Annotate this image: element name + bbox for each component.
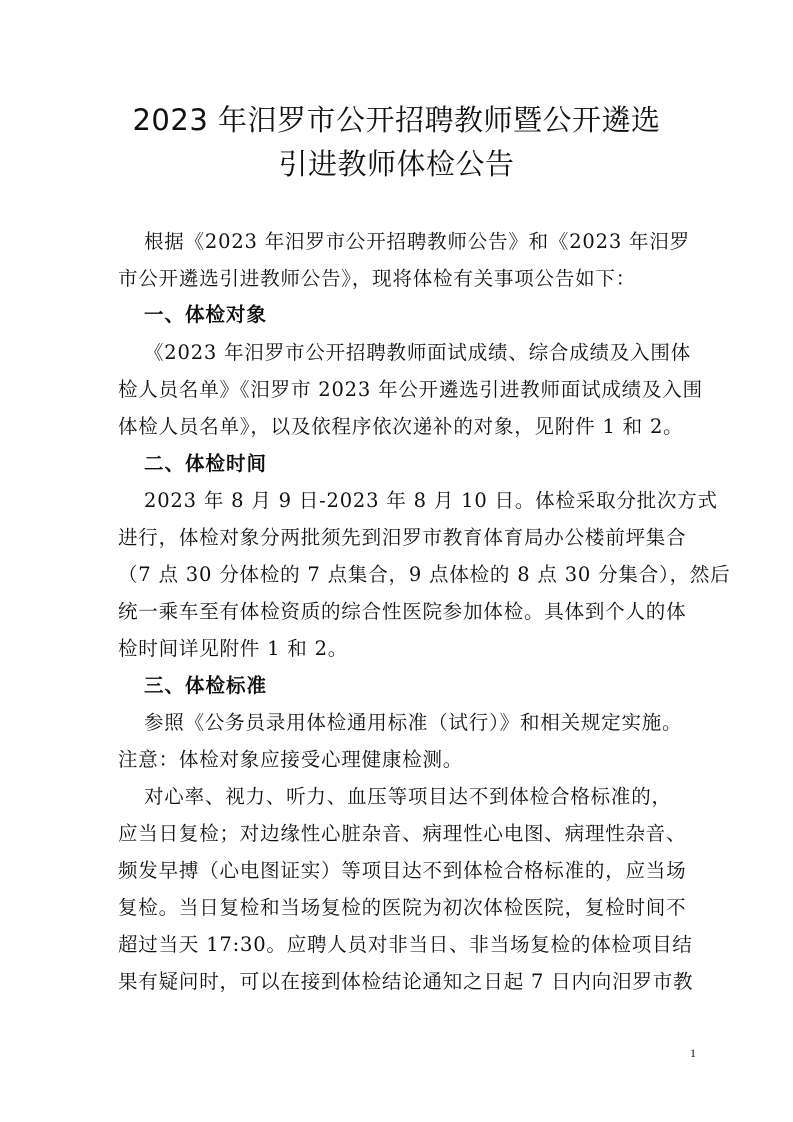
paragraph-line: 根据《2023 年汨罗市公开招聘教师公告》和《2023 年汨罗 bbox=[144, 230, 690, 253]
paragraph-line: 对心率、视力、听力、血压等项目达不到体检合格标准的， bbox=[144, 785, 672, 808]
paragraph-line: 复检。当日复检和当场复检的医院为初次体检医院，复检时间不 bbox=[118, 896, 687, 919]
paragraph-line: 超过当天 17:30。应聘人员对非当日、非当场复检的体检项目结 bbox=[118, 933, 693, 956]
page-number: 1 bbox=[690, 1046, 696, 1060]
paragraph-line: 果有疑问时，可以在接到体检结论通知之日起 7 日内向汨罗市教 bbox=[118, 970, 694, 993]
section-heading-time: 二、体检时间 bbox=[144, 452, 268, 475]
title-line-1: 2023 年汨罗市公开招聘教师暨公开遴选 bbox=[132, 103, 661, 137]
paragraph-line: 频发早搏（心电图证实）等项目达不到体检合格标准的，应当场 bbox=[118, 859, 687, 882]
paragraph-line: 检时间详见附件 1 和 2。 bbox=[118, 637, 349, 660]
section-heading-standard: 三、体检标准 bbox=[144, 674, 268, 697]
paragraph-line: 《2023 年汨罗市公开招聘教师面试成绩、综合成绩及入围体 bbox=[144, 341, 692, 364]
paragraph-line: 市公开遴选引进教师公告》，现将体检有关事项公告如下： bbox=[118, 267, 637, 290]
paragraph-line: 注意：体检对象应接受心理健康检测。 bbox=[118, 748, 464, 771]
paragraph-line: 2023 年 8 月 9 日-2023 年 8 月 10 日。体检采取分批次方式 bbox=[144, 489, 718, 512]
paragraph-line: 体检人员名单》，以及依程序依次递补的对象，见附件 1 和 2。 bbox=[118, 415, 684, 438]
paragraph-line: 参照《公务员录用体检通用标准（试行）》和相关规定实施。 bbox=[144, 711, 683, 734]
paragraph-line: 应当日复检；对边缘性心脏杂音、病理性心电图、病理性杂音、 bbox=[118, 822, 687, 845]
title-line-2: 引进教师体检公告 bbox=[278, 147, 515, 181]
paragraph-line: 检人员名单》《汨罗市 2023 年公开遴选引进教师面试成绩及入围 bbox=[118, 378, 703, 401]
section-heading-subjects: 一、体检对象 bbox=[144, 303, 268, 326]
paragraph-line: 进行，体检对象分两批须先到汨罗市教育体育局办公楼前坪集合 bbox=[118, 526, 687, 549]
paragraph-line: 统一乘车至有体检资质的综合性医院参加体检。具体到个人的体 bbox=[118, 600, 687, 623]
paragraph-line: （7 点 30 分体检的 7 点集合，9 点体检的 8 点 30 分集合），然后 bbox=[118, 563, 731, 586]
